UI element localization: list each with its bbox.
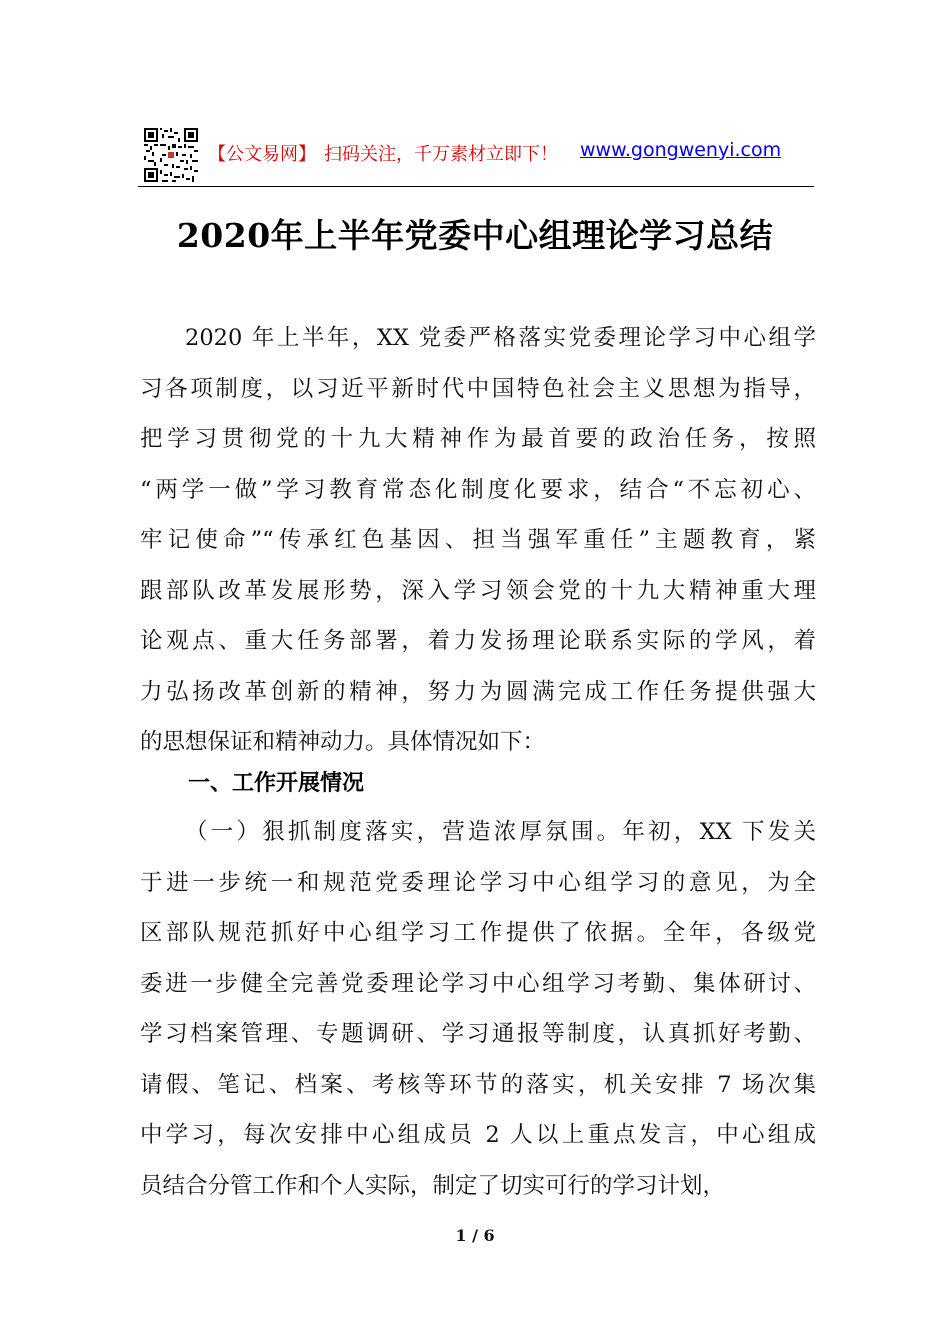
paragraph-line: 学习档案管理、专题调研、学习通报等制度，认真抓好考勤、 [140,1021,816,1047]
paragraph-line: 力弘扬改革创新的精神，努力为圆满完成工作任务提供强大 [140,678,816,705]
paragraph-line: 把学习贯彻党的十九大精神作为最首要的政治任务，按照 [140,426,816,452]
paragraph-line: 请假、笔记、档案、考核等环节的落实，机关安排 7 场次集 [140,1071,816,1098]
page-number: 1 / 6 [455,1226,495,1245]
paragraph-line: （一）狠抓制度落实，营造浓厚氛围。年初，XX 下发关 [185,819,816,845]
document-header [138,126,814,187]
paragraph-line: “两学一做”学习教育常态化制度化要求，结合“不忘初心、 [140,476,816,503]
paragraph-line: 中学习，每次安排中心组成员 2 人以上重点发言，中心组成 [140,1122,816,1148]
section-paragraph [140,807,816,1211]
paragraph-line: 2020 年上半年，XX 党委严格落实党委理论学习中心组学 [185,325,816,351]
paragraph-line: 习各项制度，以习近平新时代中国特色社会主义思想为指导， [140,375,816,402]
paragraph-line: 委进一步健全完善党委理论学习中心组学习考勤、集体研讨、 [140,970,816,997]
slogan-text: 扫码关注，千万素材立即下！ [324,144,558,165]
paragraph-line: 牢记使命”“传承红色基因、担当强军重任”主题教育，紧 [140,527,816,553]
paragraph-line: 的思想保证和精神动力。具体情况如下： [140,729,546,755]
paragraph-line: 员结合分管工作和个人实际，制定了切实可行的学习计划， [140,1172,726,1199]
intro-paragraph [140,313,816,768]
paragraph-line: 区部队规范抓好中心组学习工作提供了依据。全年，各级党 [140,920,816,946]
section-heading: 一、工作开展情况 [188,771,365,796]
paragraph-line: 论观点、重大任务部署，着力发扬理论联系实际的学风，着 [140,628,816,654]
qr-code-icon [144,128,198,182]
paragraph-line: 跟部队改革发展形势，深入学习领会党的十九大精神重大理 [140,577,816,604]
website-link[interactable]: www.gongwenyi.com [580,139,782,161]
document-title: 2020年上半年党委中心组理论学习总结 [176,216,774,255]
brand-label: 【公文易网】 [208,144,316,165]
paragraph-line: 于进一步统一和规范党委理论学习中心组学习的意见，为全 [140,869,816,896]
